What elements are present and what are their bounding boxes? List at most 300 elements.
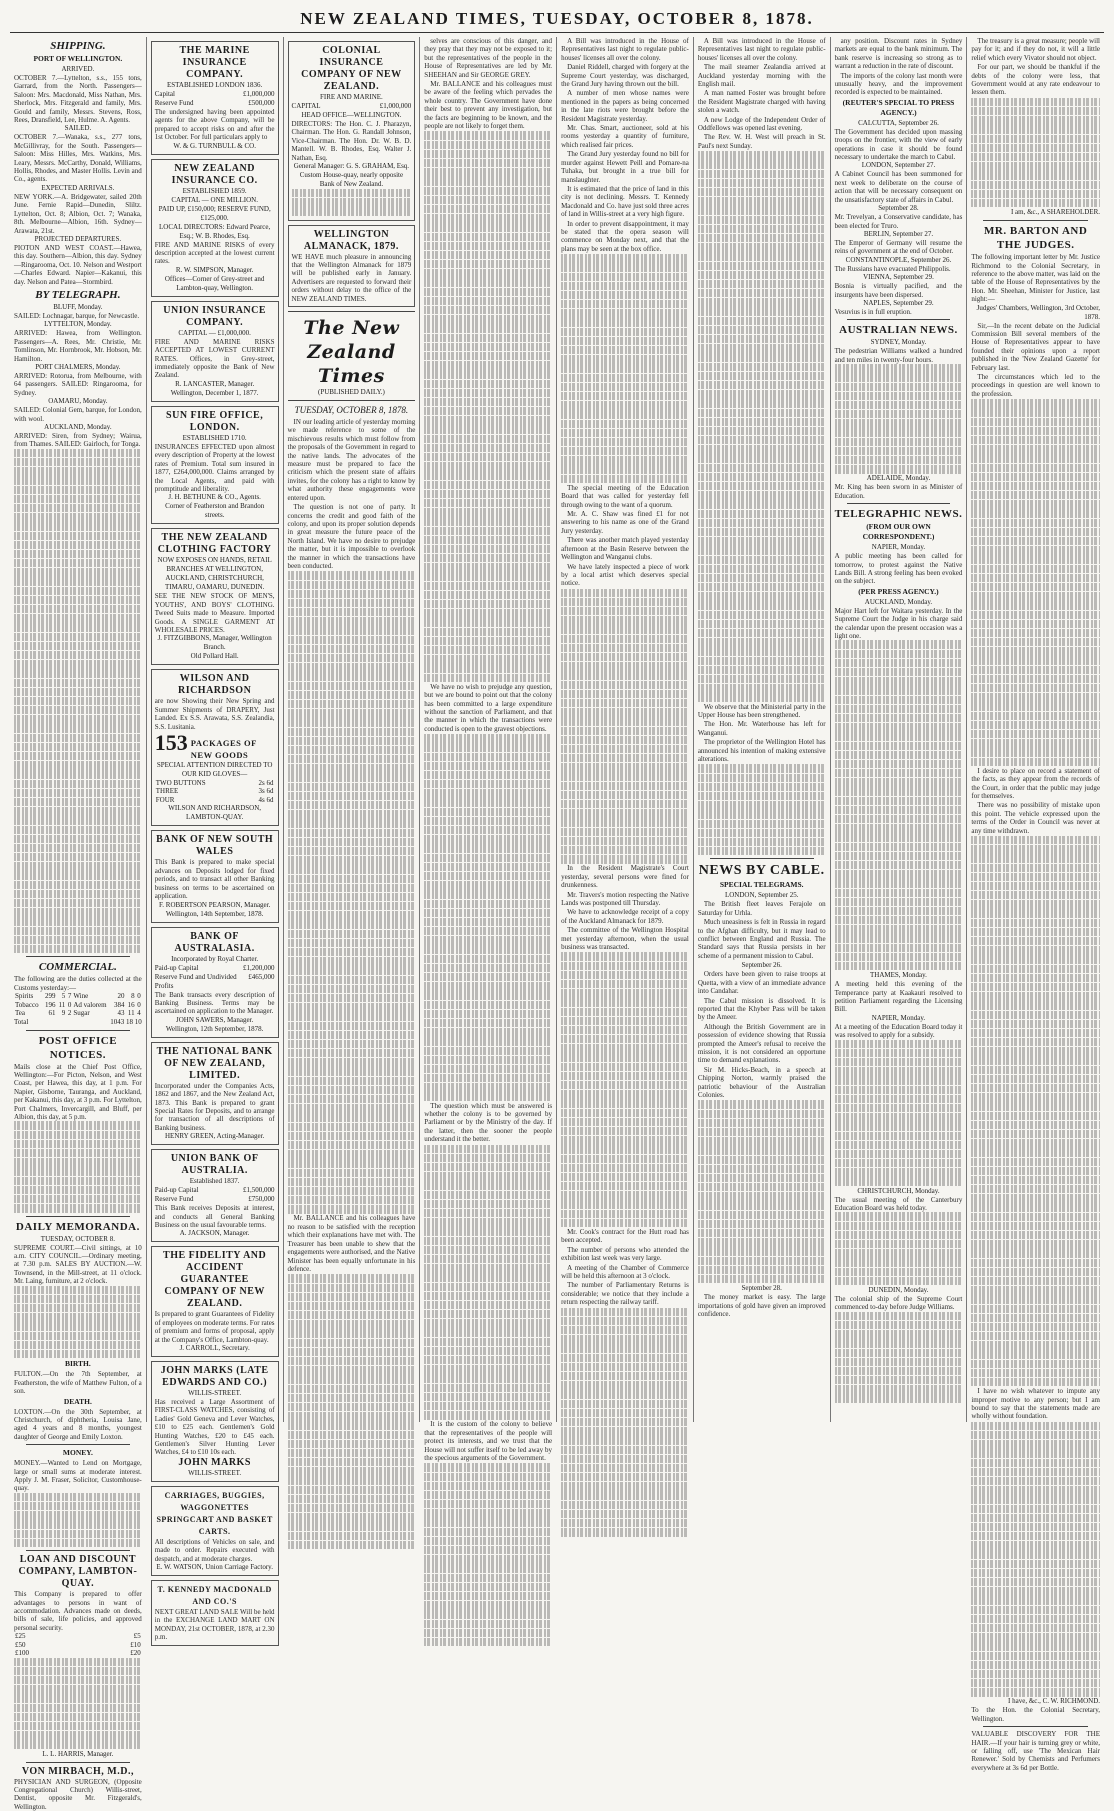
union-bank-ad [151,1149,279,1242]
dateline-calcutta: CALCUTTA, September 26. [835,119,963,128]
colonial-office2: Custom House-quay, nearly opposite Bank of New Zealand. [292,171,412,189]
customs-table [14,992,142,1018]
loan-row [14,1641,142,1650]
union-capital: CAPITAL — £1,000,000. [155,329,275,338]
dateline-thames: THAMES, Monday. [835,971,963,980]
news-paragraph: The mail steamer Zealandia arrived at Auckland yesterday morning with the English mail. [698,63,826,88]
news-paragraph: The proprietor of the Wellington Hotel has announced his intention of making extensive alterations. [698,738,826,763]
const-text: The Russians have evacuated Philippolis. [835,265,963,273]
cloth-title: THE NEW ZEALAND CLOTHING FACTORY [155,532,275,556]
sydney-text: The pedestrian Williams walked a hundred and ten miles in twenty-four hours. [835,347,963,364]
aus-title: BANK OF AUSTRALASIA. [155,931,275,955]
news-paragraph: A meeting of the Chamber of Commerce will be held this afternoon at 3 o'clock. [561,1264,689,1281]
kennedy-text: NEXT GREAT LAND SALE Will be held in the EXCHANGE LAND MART ON MONDAY, 21st OCTOBER, 1878, at 2.30 p.m. [155,1608,275,1642]
london-text: A Cabinet Council has been summoned for next week to deliberate on the course of action that will be necessary consequent on the unsatisfactory state of affairs in Cabul. [835,170,963,204]
bank-nsw-ad [151,830,279,922]
cable-paragraph: Although the British Government are in possession of evidence showing that Russia prompted the Ameer's refusal to receive the mission, it is not considered an opportune time to demand explanations. [698,1023,826,1065]
news-paragraph: A man named Foster was brought before the Resident Magistrate charged with having stolen a watch. [698,89,826,114]
napier-text: A public meeting has been called for tomorrow, to protest against the Native Lands Bill. A strong feeling has been evoked on the subject. [835,552,963,586]
chalmers-label: PORT CHALMERS, Monday. [14,363,142,372]
cable-news [698,900,826,960]
leader-paragraph: It is the custom of the colony to believe that the representatives of the people will protect its interests, and we trust that the House will not suffer itself to be led away by the specious arguments of the Government. [424,1420,552,1462]
loan-cell: £5 [86,1632,142,1641]
leader-continued-2 [424,683,552,733]
column-4 [420,37,557,1422]
expected-text: NEW YORK.—A. Bridgewater, sailed 20th June. Fernie Rapid—Dunedin, Sliltz. Lyttelton, Oct. 8; Albion, Oct. 7; Wanaka, 8th. Melbourne—Albion, 16th. Sydney—Arawata, 21st. [14,193,142,235]
projected-text: PIOTON AND WEST COAST.—Hawea, this day. Southern—Albion, this day. Sydney—Ringarooma, Oct. 10. Nelson and Westport—Charles Edward. Napier—Kakanui, this day. Nelson and Patea—Stormbird. [14,244,142,286]
wilson-special: SPECIAL ATTENTION DIRECTED TO OUR KID GLOVES— [155,761,275,779]
dateline-auckland: AUCKLAND, Monday. [835,598,963,607]
commercial-title: COMMERCIAL. [14,960,142,974]
aus-paid-row: Paid-up Capital £1,200,000 [155,964,275,973]
fidelity-title: THE FIDELITY AND ACCIDENT GUARANTEE COMPANY OF NEW ZEALAND. [155,1250,275,1310]
customs-row [14,1001,142,1010]
births-title: BIRTH. [14,1359,142,1369]
aus-text: The Bank transacts every description of Banking Business. Terms may be ascertained on application to the Manager. [155,991,275,1016]
divider [983,1726,1088,1727]
divider [983,220,1088,221]
marks2-title: JOHN MARKS [155,1457,275,1469]
divider [710,858,814,859]
customs-cell: 20 [112,992,126,1001]
nznat-text: Incorporated under the Companies Acts, 1862 and 1867, and the New Zealand Act, 1873. This Bank is prepared to grant Special Rates for Deposits, and to arrange for transaction of all descriptions of Banking business. [155,1082,275,1132]
bluff-text: SAILED: Lochnagar, barque, for Newcastle. [14,312,142,320]
sailed-label: SAILED. [14,124,142,133]
body-text-filler [14,1121,142,1212]
wilson-text: are now Showing their New Spring and Summer Shipments of DRAPERY, Just Landed. Ex S.S. Arawata, S.S. Zealandia, S.S. Lusitania. [155,697,275,731]
letter-paragraph: I desire to place on record a statement of the facts, as they appear from the records of the Court, in order that the public may judge for themselves. [971,767,1100,801]
body-text-filler [835,1040,963,1186]
customs-cell: Wine [72,992,111,1001]
dateline-berlin: BERLIN, September 27. [835,230,963,239]
nsw-title: BANK OF NEW SOUTH WALES [155,834,275,858]
body-text-filler [971,98,1100,207]
news-paragraph: A new Lodge of the Independent Order of Oddfellows was opened last evening. [698,116,826,133]
marine-reserve-row: Reserve Fund £500,000 [155,99,275,108]
customs-cell: 0 [66,1001,72,1010]
nzins-office: Offices—Corner of Grey-street and Lambton-quay, Wellington. [155,275,275,293]
column-2 [147,37,284,1422]
customs-cell: 11 [126,1009,136,1018]
aus-sub: Incorporated by Royal Charter. [155,955,275,964]
news-paragraph: We have to acknowledge receipt of a copy of the Auckland Almanack for 1879. [561,908,689,925]
divider [26,1030,130,1031]
published-daily: (PUBLISHED DAILY.) [288,388,416,397]
loan-cell: £10 [86,1641,142,1650]
cable-paragraph: The money market is easy. The large importations of gold have given an improved confidence. [698,1293,826,1318]
leader-paragraph: Mr. BALLANCE and his colleagues must be aware of the feeling which pervades the whole country. The Government have done their best to prevent any investigation, but the facts are beginning to be known, and the people are not likely to forget them. [424,80,552,130]
masthead-rule [10,32,1104,33]
nz-insurance-ad [151,159,279,297]
barton-letter-3 [971,1387,1100,1421]
napier2-text: At a meeting of the Education Board today it was resolved to apply for a subsidy. [835,1023,963,1040]
post-title: POST OFFICE NOTICES. [14,1034,142,1062]
cable-sept28: September 28. [698,1284,826,1293]
ubank-paid-row: Paid-up Capital £1,500,000 [155,1186,275,1195]
hair-renewer-ad: VALUABLE DISCOVERY FOR THE HAIR.—If your hair is turning grey or white, or falling off, use 'The Mexican Hair Renewer.' Sold by Chemists and Perfumers everywhere at 3s 6d per Bottle. [971,1730,1100,1772]
body-text-filler [424,131,552,681]
dateline-london: LONDON, September 27. [835,161,963,170]
dateline-sept28: September 28. [835,204,963,213]
masthead-title: NEW ZEALAND TIMES, TUESDAY, OCTOBER 8, 1878. [10,8,1104,30]
news-paragraph: We have lately inspected a piece of work by a local artist which deserves special notice. [561,563,689,588]
john-marks-ad [151,1361,279,1482]
barton-intro: The following important letter by Mr. Justice Richmond to the Colonial Secretary, in reference to the above matter, was laid on the table of the House of Representatives by the Hon. Mr. Sheehan, Minister for Justice, last night:— [971,253,1100,303]
news-paragraph: In the Resident Magistrate's Court yesterday, several persons were fined for drunkenness. [561,864,689,889]
loan-row [14,1632,142,1641]
sun-office: Corner of Featherston and Brandon streets. [155,502,275,520]
column-8 [967,37,1104,1422]
loan-cell: £20 [86,1649,142,1658]
body-text-filler [971,1422,1100,1697]
gloves-row [155,779,275,788]
letter-paragraph: The circumstances which led to the proceedings in question are well known to the profession. [971,373,1100,398]
sun-est: ESTABLISHED 1710. [155,434,275,443]
almanack-ad [288,225,416,307]
dateline-adelaide: ADELAIDE, Monday. [835,474,963,483]
barton-letter-2 [971,767,1100,835]
aus-sign: JOHN SAWERS, Manager. [155,1016,275,1025]
news-paragraph: There was another match played yesterday afternoon at the Basin Reserve between the Wellington and Wanganui clubs. [561,536,689,561]
cloth-text: SEE THE NEW STOCK OF MEN'S, YOUTHS', AND BOYS' CLOTHING. Tweed Suits made to Measure. Imported Goods. A SINGLE GARMENT AT WHOLESALE PRICES. [155,592,275,634]
letter-paragraph: For our part, we should be thankful if the debts of the colony were less, that Government would at any rate endeavour to lessen them. [971,63,1100,97]
physician-text: PHYSICIAN AND SURGEON, (Opposite Congregational Church) Willis-street, Dentist, opposite Mr. Fitzgerald's, Wellington. [14,1778,142,1811]
gloves-cell: 2s 6d [245,779,275,788]
loan-row [14,1649,142,1658]
customs-total: 1043 18 10 [110,1018,142,1027]
telegraphic-sub: (FROM OUR OWN CORRESPONDENT.) [835,522,963,542]
colonial-office: HEAD OFFICE—WELLINGTON. [292,111,412,120]
news-paragraph: Mr. Travers's motion respecting the Native Lands was postponed till Thursday. [561,891,689,908]
customs-cell: Spirits [14,992,43,1001]
body-text-filler [835,1212,963,1285]
gloves-table [155,779,275,805]
cable-paragraph: Sir M. Hicks-Beach, in a speech at Chipping Norton, warmly praised the patriotic behaviour of the Australian Colonies. [698,1066,826,1100]
australian-news-title: AUSTRALIAN NEWS. [835,323,963,337]
memo-title: DAILY MEMORANDA. [14,1220,142,1234]
local-news-2 [698,703,826,764]
nsw-text: This Bank is prepared to make special advances on Deposits lodged for fixed periods, and to transact all other Banking business on terms to be ascertained on application. [155,858,275,900]
dateline-constantinople: CONSTANTINOPLE, September 26. [835,256,963,265]
letter-signature: I am, &c., A SHAREHOLDER. [971,208,1100,217]
news-paragraph: The Hon. Mr. Waterhouse has left for Wanganui. [698,720,826,737]
local-news-2 [561,484,689,588]
body-text-filler [424,734,552,1101]
cable-sept26: September 26. [698,961,826,970]
customs-cell: Tobacco [14,1001,43,1010]
local-news-4 [561,1228,689,1307]
sun-fire-ad [151,406,279,524]
body-text-filler [971,399,1100,766]
column-1 [10,37,147,1422]
union-insurance-ad [151,301,279,402]
barton-letter [971,322,1100,399]
clothing-factory-ad [151,528,279,665]
sun-text: INSURANCES EFFECTED upon almost every description of Property at the lowest rates of Premium. Total sum insured in 1877, £264,000,000. Claims arranged by the Local Agents, and paid with promptitude and liberality. [155,443,275,493]
loan-title: LOAN AND DISCOUNT COMPANY, LAMBTON-QUAY. [14,1554,142,1590]
leader-article-end [288,1214,416,1273]
fidelity-sign: J. CARROLL, Secretary. [155,1344,275,1353]
leader-paragraph: The question is not one of party. It concerns the credit and good faith of the colony, and upon its proper solution depends in great measure the future peace of the North Island. We have no desire to prejudge the matter, but it is impossible to overlook the manner in which the transactions have been conducted. [288,503,416,570]
sept28-text: Mr. Trevelyan, a Conservative candidate, has been elected for Truro. [835,213,963,230]
berlin-text: The Emperor of Germany will resume the reins of government at the end of October. [835,239,963,256]
auckland-text: Major Hart left for Waitara yesterday. In the Supreme Court the Judge in his charge said the calendar upon the present occasion was a light one. [835,607,963,641]
colonial-capital-row: CAPITAL £1,000,000 [292,102,412,111]
leader-paragraph: Mr. BALLANCE and his colleagues have no reason to be satisfied with the reception which their explanations have met with. The Treasurer has been unable to shew that the engagements were authorised, and the Native Minister has been equally unfortunate in his defence. [288,1214,416,1273]
land-sale-ad [151,1580,279,1646]
colonial-title: COLONIAL INSURANCE COMPANY OF NEW ZEALAND. [292,45,412,93]
carriage-ad [151,1486,279,1576]
deaths-title: DEATH. [14,1397,142,1407]
news-paragraph: In order to prevent disappointment, it may be stated that the opera season will commence on Monday next, and that the plans may be seen at the box office. [561,220,689,254]
marine-title: THE MARINE INSURANCE COMPANY. [155,45,275,81]
arrived-label: ARRIVED. [14,65,142,74]
dateline-vienna: VIENNA, September 29. [835,273,963,282]
body-text-filler [971,836,1100,1386]
customs-row [14,992,142,1001]
ubank-est: Established 1837. [155,1177,275,1186]
cable-paragraph: Much uneasiness is felt in Russia in regard to the Afghan difficulty, but it may lead to conflict between England and Russia. The Standard says that Russia persists in her scheme of a permanent mission to Cabul. [698,918,826,960]
cable-london: LONDON, September 25. [698,891,826,900]
body-text-filler [698,151,826,701]
arrived-text: OCTOBER 7.—Lyttelton, s.s., 155 tons, Garrard, from the North. Passengers—Saloon: Mrs. Macdonald, Miss Nathan, Mrs. Sherlock, Mrs. Fitzgerald and family, Mrs. Gould and family, Messrs. Stevens, Ross, Rees, Dransfield, Lee, Hulme. A. Agents. [14,74,142,124]
nzins-paid: PAID UP, £150,000; RESERVE FUND, £125,000. [155,205,275,223]
letter-paragraph: There was no possibility of mistake upon this point. The vehicle expressed upon the terms of the Order in Council was never at any time withdrawn. [971,801,1100,835]
money-text: MONEY.—Wanted to Lend on Mortgage, large or small sums at moderate interest. Apply J. M. Fraser, Solicitor, Customhouse-quay. [14,1459,142,1493]
telegraphic-news-title: TELEGRAPHIC NEWS. [835,507,963,521]
dateline-naples: NAPLES, September 29. [835,299,963,308]
wilson-count-label: PACKAGES OF NEW GOODS [155,731,275,761]
bank-australasia-ad [151,927,279,1038]
sailed-text: OCTOBER 7.—Wanaka, s.s., 277 tons, McGillivray, for the South. Passengers—Saloon: Miss Hilles, Mrs. Watkins, Mrs. Leary, Messrs. McCarthy, Donald, Williams, Hollis, Rhodes, and Master Hollis. Levin and Co., agents. [14,133,142,183]
columns [10,37,1104,1422]
letter-paragraph: I have no wish whatever to impute any improper motive to any person; but I am bound to say that the statements made are wholly without foundation. [971,1387,1100,1421]
ubank-text: This Bank receives Deposits at interest, and conducts all General Banking Business on the usual favourable terms. [155,1204,275,1229]
union-date: Wellington, December 1, 1877. [155,389,275,398]
body-text-filler [292,189,412,216]
body-text-filler [698,1100,826,1283]
leader-paragraph: The question which must be answered is whether the colony is to be governed by Parliament or by the Ministry of the day. If the latter, then the sooner the people understand it the better. [424,1102,552,1144]
news-paragraph: A Bill was introduced in the House of Representatives last night to regulate public-houses' licenses all over the colony. [561,37,689,62]
body-text-filler [561,589,689,864]
vienna-text: Bosnia is virtually pacified, and the insurgents have been dispersed. [835,282,963,299]
news-paragraph: Mr. Chas. Smart, auctioneer, sold at his rooms yesterday a quantity of furniture, which realised fair prices. [561,124,689,149]
local-news [698,37,826,150]
chalmers-text: ARRIVED: Rotorua, from Melbourne, with 64 passengers. SAILED: Ringarooma, for Sydney. [14,372,142,397]
body-text-filler [424,1463,552,1646]
marks-text: Has received a Large Assortment of FIRST-CLASS WATCHES, consisting of Ladies' Gold Geneva and Lever Watches, £10 to £25 each. Gentlemen's Gold Hunting Watches, £20 to £45 each. Gentlemen's Silver Hunting Lever Watches, £4 to £10 10s each. [155,1398,275,1457]
colonial-directors: DIRECTORS: The Hon. C. J. Pharazyn, Chairman. The Hon. G. Randall Johnson, Vice-Chairman. The Hon. Dr. W. B. D. Mantell. W. B. Rhodes, Esq. Walter J. Nathan, Esq. [292,120,412,162]
barton-to: To the Hon. the Colonial Secretary, Wellington. [971,1706,1100,1723]
barton-title: MR. BARTON AND THE JUDGES. [971,224,1100,252]
dun-text: The colonial ship of the Supreme Court commenced to-day before Judge Williams. [835,1295,963,1312]
news-paragraph: Daniel Riddell, charged with forgery at the Supreme Court yesterday, was discharged, the Grand Jury having thrown out the bill. [561,63,689,88]
nznat-sign: HENRY GREEN, Acting-Manager. [155,1132,275,1141]
cloth-office: Old Pollard Hall. [155,652,275,661]
nzins-est: ESTABLISHED 1859. [155,187,275,196]
colonial-sub: FIRE AND MARINE. [292,93,412,102]
press-agency: (PER PRESS AGENCY.) [835,587,963,597]
customs-cell: 0 [136,992,142,1001]
wilson-richardson-ad [151,669,279,826]
leader-continued [424,37,552,130]
ubank-reserve-row: Reserve Fund £750,000 [155,1195,275,1204]
letter-paragraph: The treasury is a great measure; people will pay for it; and if they do not, it will a little relief which every Vivator should not object. [971,37,1100,62]
marks-title: JOHN MARKS (LATE EDWARDS AND CO.) [155,1365,275,1389]
loan-cell: £50 [14,1641,86,1650]
divider [26,1444,130,1445]
telegraph-title: BY TELEGRAPH. [14,288,142,302]
news-paragraph: The Rev. W. H. West will preach in St. Paul's next Sunday. [698,133,826,150]
column-7 [831,37,968,1422]
divider [288,311,416,312]
cloth-sign: J. FITZGIBBONS, Manager, Wellington Branch. [155,634,275,652]
carriage-text: All descriptions of Vehicles on sale, and made to order. Repairs executed with despatch, and at moderate charges. [155,1538,275,1563]
kennedy-title: T. KENNEDY MACDONALD AND CO.'S [155,1584,275,1608]
leader-paragraph: selves are conscious of this danger, and they pray that they may not be exposed to it; but the representatives of the people in the House of Representatives are led by Mr. SHEEHAN and Sir GEORGE GREY. [424,37,552,79]
customs-cell: Tea [14,1009,43,1018]
cable-paragraph: any position. Discount rates in Sydney markets are equal to the bank minimum. The bank reserve is increasing so strong as to warrant a reduction in the rate of discount. [835,37,963,71]
body-text-filler [424,1145,552,1420]
local-news-3 [561,864,689,951]
body-text-filler [561,952,689,1227]
cable-paragraph: The Cabul mission is dissolved. It is reported that the Khyber Pass will be taken by the Ameer. [698,997,826,1022]
leader-continued-3 [424,1102,552,1144]
news-paragraph: The number of persons who attended the exhibition last week was very large. [561,1246,689,1263]
divider [26,1762,130,1763]
leader-paragraph: We have no wish to prejudge any question, but we are bound to point out that the colony has been committed to a large expenditure without the sanction of Parliament, and that the manner in which the transactions were conducted is open to the gravest objections. [424,683,552,733]
divider [847,319,951,320]
dateline-christchurch: CHRISTCHURCH, Monday. [835,1187,963,1196]
gloves-row [155,796,275,805]
marine-est: ESTABLISHED LONDON 1836. [155,81,275,90]
wilson-sign: WILSON AND RICHARDSON, LAMBTON-QUAY. [155,804,275,822]
customs-cell: Ad valorem [72,1001,111,1010]
news-paragraph: Mr. A. C. Shaw was fined £1 for not answering to his name as one of the Grand Jury yesterday. [561,510,689,535]
nsw-sign: F. ROBERTSON PEARSON, Manager. [155,901,275,910]
barton-signature: I have, &c., C. W. RICHMOND. [971,1697,1100,1706]
almanack-title: WELLINGTON ALMANACK, 1879. [292,229,412,253]
news-paragraph: The Grand Jury yesterday found no bill for murder against Hewett Peill and Pomare-na Tuhaka, but brought in a true bill for manslaughter. [561,150,689,184]
dateline-napier: NAPIER, Monday. [835,543,963,552]
dateline-dunedin: DUNEDIN, Monday. [835,1286,963,1295]
divider [26,1216,130,1217]
bluff-label: BLUFF, Monday. [14,303,142,312]
leader-continued-4 [424,1420,552,1462]
cable-sub: SPECIAL TELEGRAMS. [698,880,826,890]
nzins-sign: R. W. SIMPSON, Manager. [155,266,275,275]
divider [26,956,130,957]
local-news [561,37,689,253]
gloves-cell: FOUR [155,796,245,805]
customs-cell: 7 [66,992,72,1001]
nzins-local: LOCAL DIRECTORS: Edward Pearce, Esq.; W. B. Rhodes, Esq. [155,223,275,241]
ubank-title: UNION BANK OF AUSTRALIA. [155,1153,275,1177]
thames-text: A meeting held this evening of the Temperance party at Kaakauri resolved to petition Parliament regarding the Licensing Bill. [835,980,963,1014]
body-text-filler [835,364,963,473]
customs-cell: 196 [43,1001,57,1010]
carriage-sign: E. W. WATSON, Union Carriage Factory. [155,1563,275,1572]
customs-cell: 5 [56,992,66,1001]
news-paragraph: It is estimated that the price of land in this city is not declining. Messrs. T. Kennedy Macdonald and Co. have just sold three acres of land in Willis-street at a very high figure. [561,185,689,219]
news-paragraph: The special meeting of the Education Board that was called for yesterday fell through owing to the want of a quorum. [561,484,689,509]
projected-label: PROJECTED DEPARTURES. [14,235,142,244]
gloves-cell: 3s 6d [245,787,275,796]
aus-reserve-row: Reserve Fund and Undivided Profits £465,000 [155,973,275,991]
cable-paragraph: The imports of the colony last month were unusually heavy, and the improvement recorded is expected to be maintained. [835,72,963,97]
ch-text: The usual meeting of the Canterbury Education Board was held today. [835,1196,963,1213]
customs-cell: 299 [43,992,57,1001]
shipping-title: SHIPPING. [14,39,142,53]
body-text-filler [561,254,689,483]
almanack-text: WE HAVE much pleasure in announcing that the Wellington Almanack for 1879 will be published early in January. Advertisers are requested to forward their orders without delay to the office of the NEW ZEALAND TIMES. [292,253,412,303]
letter-paragraph: Sir,—In the recent debate on the Judicial Commission Bill several members of the House of Representatives appear to have founded their opinions upon a report published in the 'New Zealand Gazette' for February last. [971,322,1100,372]
body-text-filler [288,571,416,1213]
body-text-filler [835,640,963,970]
customs-cell: 61 [43,1009,57,1018]
body-text-filler [561,1308,689,1537]
customs-cell: 2 [66,1009,72,1018]
dateline-napier2: NAPIER, Monday. [835,1014,963,1023]
wilson-packages [155,731,275,761]
loan-text: This Company is prepared to offer advantages to persons in want of accommodation. Advances made on deeds, bills of sale, life policies, and approved personal security. [14,1590,142,1632]
money-title: MONEY. [14,1448,142,1458]
cloth-sub: NOW EXPOSES ON HANDS, RETAIL BRANCHES AT WELLINGTON, AUCKLAND, CHRISTCHURCH, TIMARU, OAMARU, DUNEDIN. [155,556,275,592]
naples-text: Vesuvius is in full eruption. [835,308,963,316]
gloves-cell: THREE [155,787,245,796]
oamaru-label: OAMARU, Monday. [14,397,142,406]
barton-address: Judges' Chambers, Wellington, 3rd October, 1878. [971,304,1100,322]
union-sign: R. LANCASTER, Manager. [155,380,275,389]
customs-cell: 384 [112,1001,126,1010]
gloves-row [155,787,275,796]
customs-total-row [14,1018,142,1027]
customs-cell: 11 [56,1001,66,1010]
loan-cell: £100 [14,1649,86,1658]
wilson-title: WILSON AND RICHARDSON [155,673,275,697]
customs-cell: 4 [136,1009,142,1018]
deaths-text: LOXTON.—On the 30th September, at Christchurch, of diphtheria, Louisa Jane, aged 4 years and 8 months, youngest daughter of George and Emily Loxton. [14,1408,142,1442]
divider [288,400,416,401]
body-text-filler [14,1286,142,1359]
marks2-sub: WILLIS-STREET. [155,1469,275,1478]
reuter-title: (REUTER'S SPECIAL TO PRESS AGENCY.) [835,98,963,118]
expected-label: EXPECTED ARRIVALS. [14,184,142,193]
column-6 [694,37,831,1422]
births-text: FULTON.—On the 7th September, at Featherston, the wife of Matthew Fulton, of a son. [14,1370,142,1395]
commercial-intro: The following are the duties collected at the Customs yesterday:— [14,975,142,992]
leader-paragraph: IN our leading article of yesterday morning we made reference to some of the mischievous results which must follow from the proposals of the Government in regard to the native lands. The advocates of the measure must be prepared to face the criticism which the present state of affairs invites, for the colony has a right to know by what authority these engagements were entered upon. [288,418,416,502]
fidelity-text: Is prepared to grant Guarantees of Fidelity of employees on moderate terms. For rates of premium and forms of proposal, apply at the Company's Office, Lambton-quay. [155,1310,275,1344]
union-title: UNION INSURANCE COMPANY. [155,305,275,329]
cable-news-3 [698,1293,826,1318]
leader-date: TUESDAY, OCTOBER 8, 1878. [288,404,416,416]
news-paragraph: The committee of the Wellington Hospital met yesterday afternoon, when the usual business was transacted. [561,926,689,951]
news-paragraph: The number of Parliamentary Returns is considerable; we notice that they include a return respecting the railway tariff. [561,1281,689,1306]
nsw-date: Wellington, 14th September, 1878. [155,910,275,919]
lyttelton-label: LYTTELTON, Monday. [14,320,142,329]
divider [26,1550,130,1551]
letter-continued [971,37,1100,97]
body-text-filler [288,1274,416,1549]
leader-article [288,418,416,570]
marks-sub: WILLIS-STREET. [155,1389,275,1398]
news-paragraph: A Bill was introduced in the House of Representatives last night to regulate public-houses' licenses all over the colony. [698,37,826,62]
post-text: Mails close at the Chief Post Office, Wellington:—For Picton, Nelson, and West Coast, per Hawea, this day, at 1 p.m. For Napier, Gisborne, Tauranga, and Auckland, per Kakanui, this day, at 3 p.m. For Lyttelton, Port Chalmers, Invercargill, and Bluff, per Albion, this day, at 5 p.m. [14,1063,142,1122]
body-text-filler [14,449,142,954]
calcutta-text: The Government has decided upon massing troops on the frontier, with the view of early operations in case it should be found necessary to undertake the march to Cabul. [835,128,963,162]
fidelity-ad [151,1246,279,1357]
